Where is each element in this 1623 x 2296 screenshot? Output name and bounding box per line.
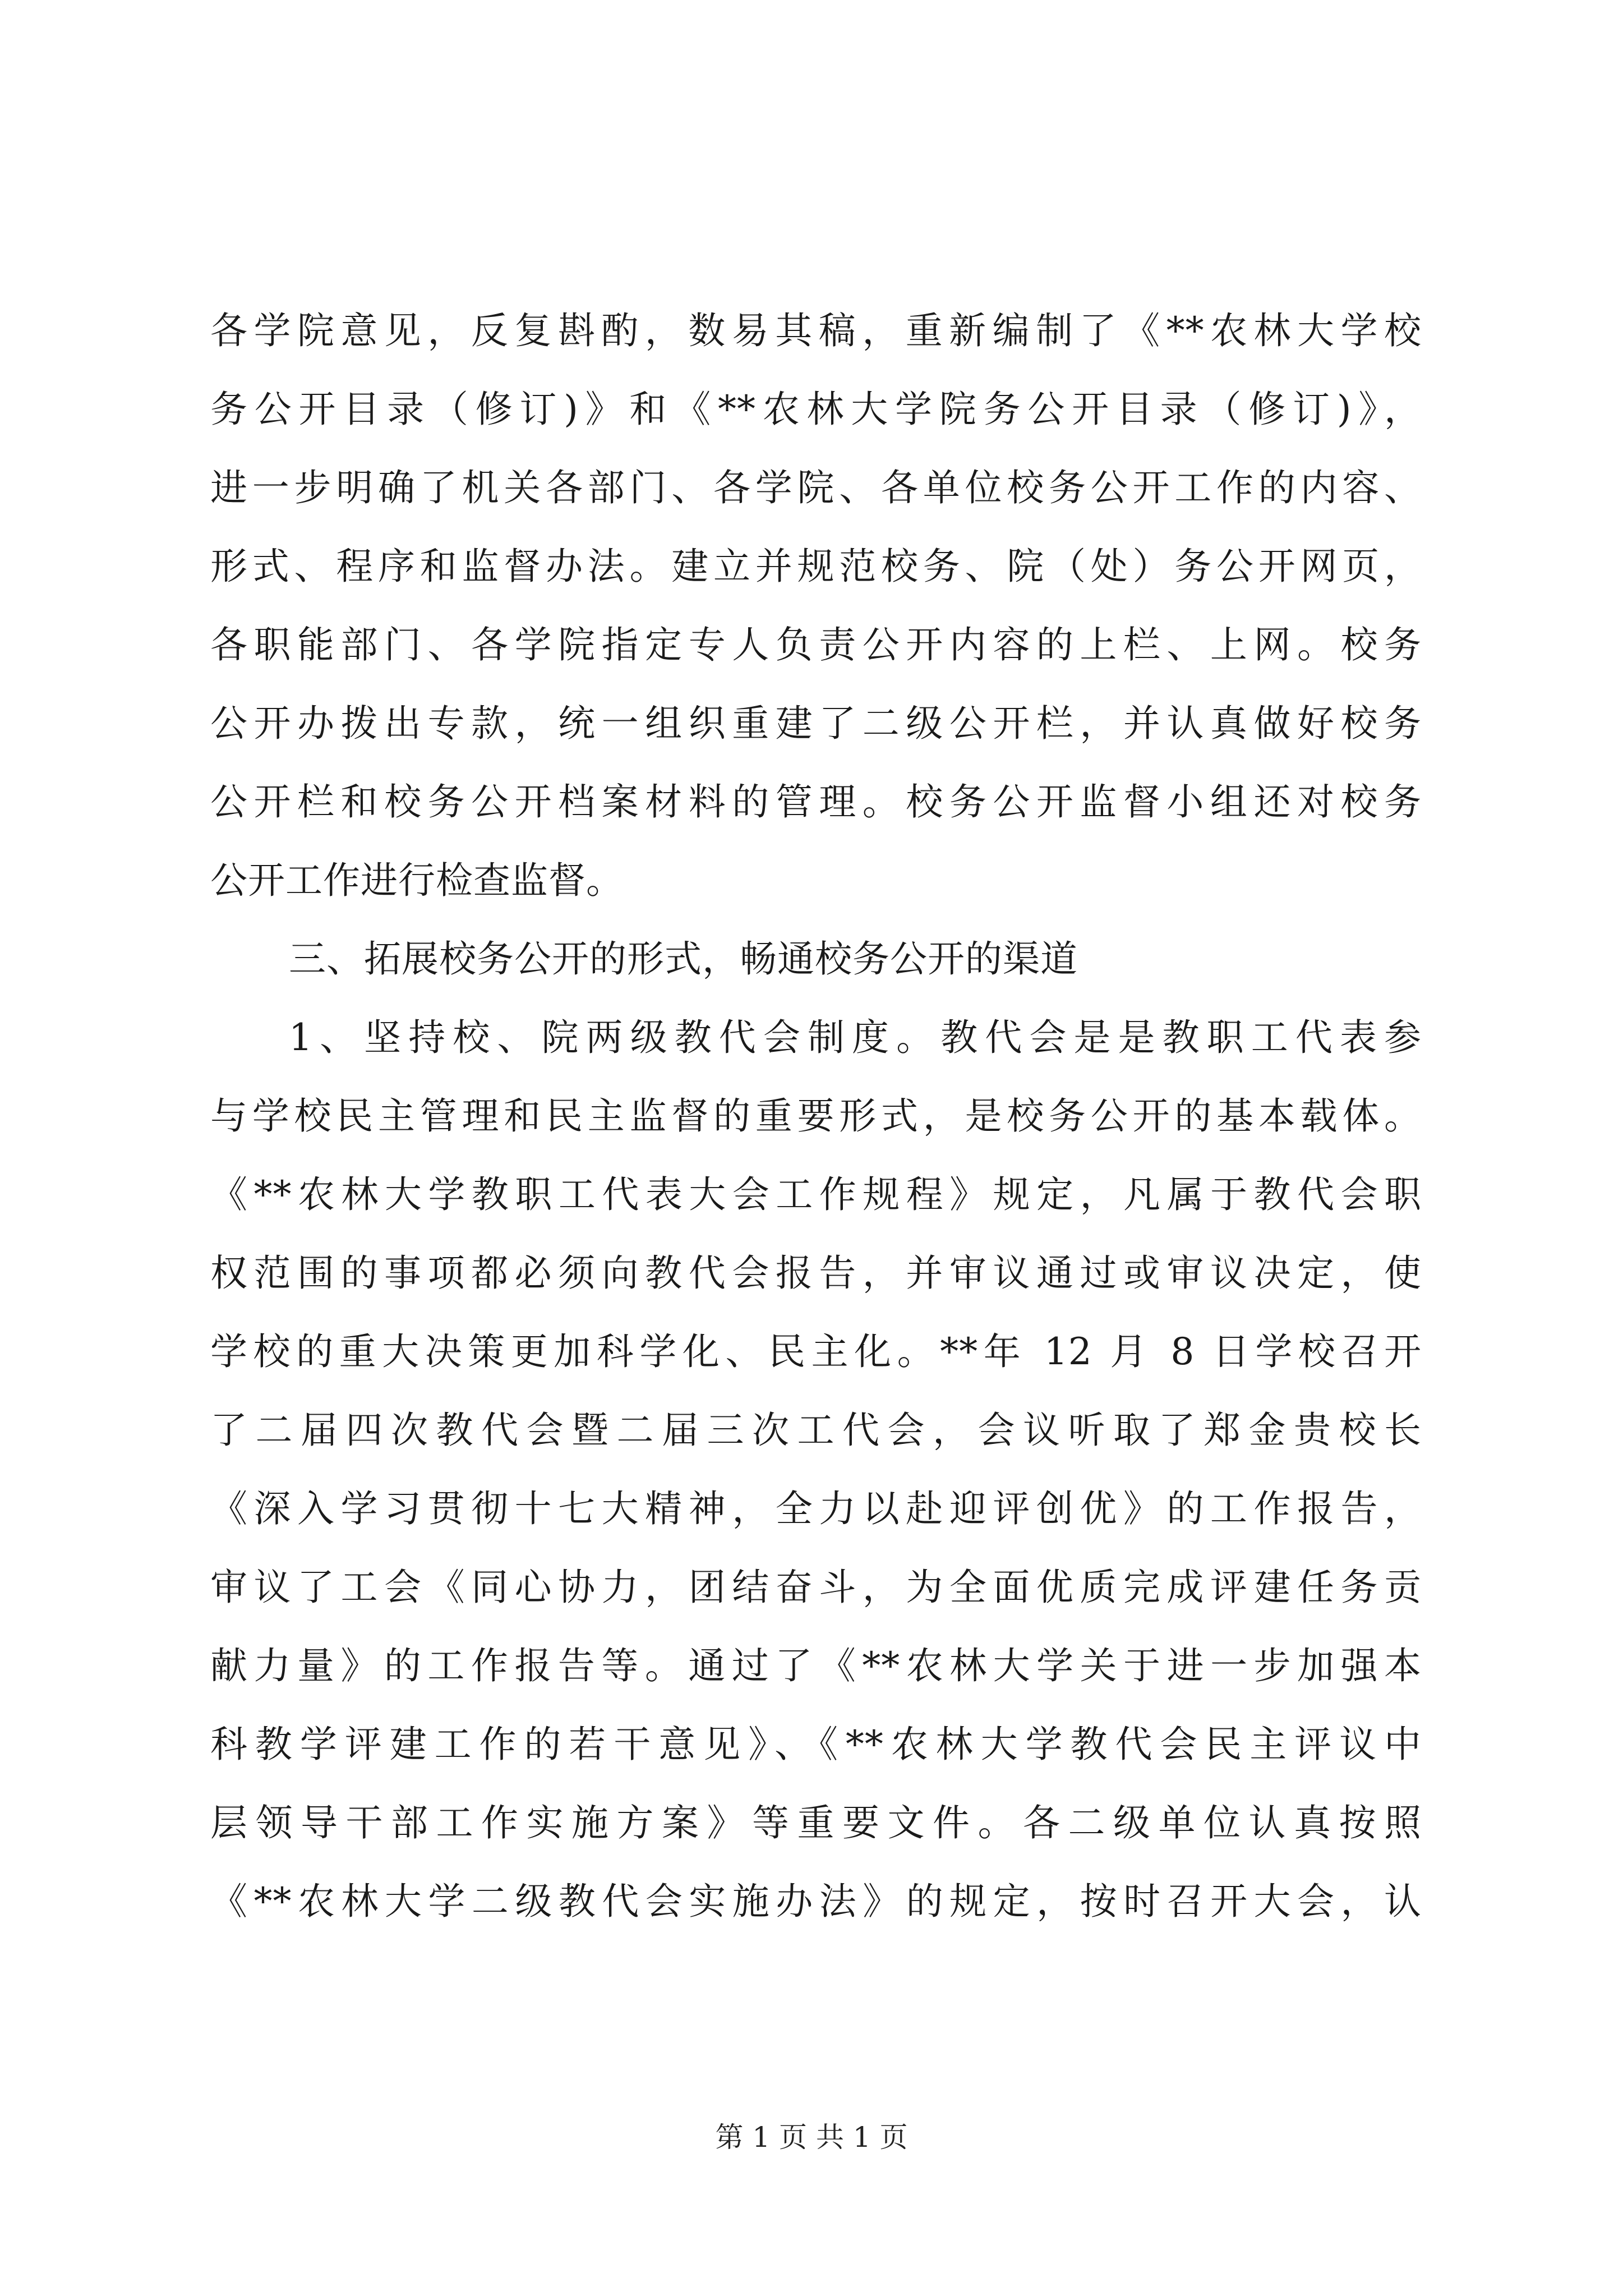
text-line: 《**农林大学教职工代表大会工作规程》规定，凡属于教代会职 <box>210 1173 1422 1216</box>
text-line: 与学校民主管理和民主监督的重要形式，是校务公开的基本载体。 <box>210 1094 1422 1138</box>
text-line: 务公开目录（修订)》和《**农林大学院务公开目录（修订)》， <box>210 388 1422 431</box>
section-heading: 三、拓展校务公开的形式，畅通校务公开的渠道 <box>289 937 1078 981</box>
text-line: 形式、程序和监督办法。建立并规范校务、院（处）务公开网页， <box>210 545 1422 588</box>
text-line: 层领导干部工作实施方案》等重要文件。各二级单位认真按照 <box>210 1801 1422 1844</box>
text-line: 审议了工会《同心协力，团结奋斗，为全面优质完成评建任务贡 <box>210 1566 1422 1609</box>
text-line: 公开栏和校务公开档案材料的管理。校务公开监督小组还对校务 <box>210 780 1422 823</box>
text-line: 《深入学习贯彻十七大精神，全力以赴迎评创优》的工作报告， <box>210 1487 1422 1530</box>
page-footer: 第 1 页 共 1 页 <box>715 2121 908 2154</box>
text-line: 权范围的事项都必须向教代会报告，并审议通过或审议决定，使 <box>210 1251 1422 1295</box>
text-line: 《**农林大学二级教代会实施办法》的规定，按时召开大会，认 <box>210 1880 1422 1923</box>
text-line: 1、坚持校、院两级教代会制度。教代会是是教职工代表参 <box>289 1016 1422 1059</box>
text-line: 各职能部门、各学院指定专人负责公开内容的上栏、上网。校务 <box>210 623 1422 666</box>
text-line: 科教学评建工作的若干意见》、《**农林大学教代会民主评议中 <box>210 1723 1422 1766</box>
text-line: 进一步明确了机关各部门、各学院、各单位校务公开工作的内容、 <box>210 466 1422 509</box>
text-line: 公开办拨出专款，统一组织重建了二级公开栏，并认真做好校务 <box>210 702 1422 745</box>
text-line: 学校的重大决策更加科学化、民主化。**年 12 月 8 日学校召开 <box>210 1330 1422 1373</box>
text-line: 公开工作进行检查监督。 <box>210 859 624 902</box>
text-line: 了二届四次教代会暨二届三次工代会，会议听取了郑金贵校长 <box>210 1409 1422 1452</box>
text-line: 献力量》的工作报告等。通过了《**农林大学关于进一步加强本 <box>210 1644 1422 1687</box>
text-line: 各学院意见，反复斟酌，数易其稿，重新编制了《**农林大学校 <box>210 309 1422 352</box>
